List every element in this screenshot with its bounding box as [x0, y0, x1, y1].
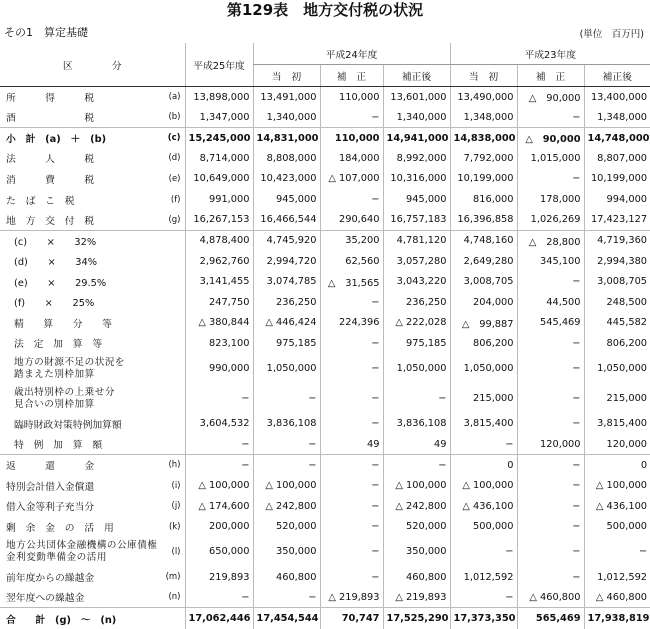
table-cell: △ 90,000 [517, 128, 584, 149]
table-cell: 236,250 [253, 292, 320, 313]
table-cell: 3,604,532 [185, 414, 253, 435]
table-cell: 17,373,350 [450, 608, 517, 629]
table-cell: 204,000 [450, 292, 517, 313]
table-row [0, 384, 650, 414]
table-cell: − [320, 414, 383, 435]
table-cell: △ 100,000 [383, 475, 450, 496]
table-cell: 565,469 [517, 608, 584, 629]
table-row [0, 148, 650, 169]
table-cell: 14,941,000 [383, 128, 450, 149]
table-cell: 1,050,000 [253, 354, 320, 384]
row-label [0, 107, 185, 128]
header-fy24-correction: 補 正 [320, 65, 383, 87]
table-cell: 13,898,000 [185, 87, 253, 108]
table-row [0, 587, 650, 608]
table-cell: 445,582 [584, 313, 650, 334]
table-cell: − [320, 455, 383, 476]
table-cell: 2,994,720 [253, 251, 320, 272]
table-row [0, 169, 650, 190]
table-cell: △ 446,424 [253, 313, 320, 334]
row-marker: (g) [168, 214, 181, 225]
table-cell: 15,245,000 [185, 128, 253, 149]
table-cell: 10,199,000 [450, 169, 517, 190]
table-cell: − [517, 516, 584, 537]
table-cell: 975,185 [253, 333, 320, 354]
table-cell: − [517, 271, 584, 292]
table-row [0, 292, 650, 313]
row-label-text: 消 費 税 [6, 174, 95, 186]
table-cell: 49 [320, 434, 383, 455]
table-cell: 184,000 [320, 148, 383, 169]
table-cell: 3,043,220 [383, 271, 450, 292]
table-cell: △ 436,100 [584, 496, 650, 517]
row-label-text: 合 計 (g) 〜 (n) [6, 614, 117, 626]
table-cell: 520,000 [253, 516, 320, 537]
header-category: 区 分 [0, 43, 185, 87]
table-cell: 990,000 [185, 354, 253, 384]
table-subtitle: その1 算定基礎 [4, 26, 88, 39]
table-cell: − [253, 384, 320, 414]
table-cell: 17,423,127 [584, 210, 650, 231]
row-label [0, 313, 185, 334]
table-cell: − [320, 567, 383, 588]
row-label-text: (f) × 25% [14, 298, 95, 310]
table-cell: 1,348,000 [450, 107, 517, 128]
table-cell: 247,750 [185, 292, 253, 313]
table-cell: 1,026,269 [517, 210, 584, 231]
table-cell: − [517, 333, 584, 354]
table-cell: 806,200 [450, 333, 517, 354]
table-cell: 13,601,000 [383, 87, 450, 108]
table-cell: △ 28,800 [517, 230, 584, 251]
row-label-text: 翌年度への繰越金 [6, 593, 85, 605]
table-cell: 460,800 [253, 567, 320, 588]
table-cell: − [517, 414, 584, 435]
table-cell: − [185, 587, 253, 608]
table-cell: 10,199,000 [584, 169, 650, 190]
table-cell: 62,560 [320, 251, 383, 272]
table-cell: 290,640 [320, 210, 383, 231]
table-cell: 219,893 [185, 567, 253, 588]
table-cell: 1,340,000 [253, 107, 320, 128]
row-label-text-2: 金利変動準備金の活用 [6, 551, 107, 563]
row-marker: (a) [168, 92, 181, 103]
table-cell: 350,000 [253, 537, 320, 567]
table-cell: 0 [584, 455, 650, 476]
table-cell: 945,000 [383, 189, 450, 210]
table-cell: − [253, 587, 320, 608]
table-cell: 2,962,760 [185, 251, 253, 272]
row-label [0, 384, 185, 414]
row-label [0, 475, 185, 496]
table-cell: △ 100,000 [584, 475, 650, 496]
table-cell: 8,714,000 [185, 148, 253, 169]
row-label-text: 返 還 金 [6, 461, 95, 473]
table-cell: 110,000 [320, 87, 383, 108]
table-cell: 248,500 [584, 292, 650, 313]
table-cell: − [320, 333, 383, 354]
table-cell: △ 107,000 [320, 169, 383, 190]
row-label [0, 434, 185, 455]
table-cell: 16,757,183 [383, 210, 450, 231]
table-cell: − [517, 496, 584, 517]
table-cell: 350,000 [383, 537, 450, 567]
table-cell: − [450, 587, 517, 608]
table-cell: 14,748,000 [584, 128, 650, 149]
table-cell: 14,831,000 [253, 128, 320, 149]
row-label-text-2: 踏まえた別枠加算 [14, 368, 95, 380]
header-fy23: 平成23年度 [450, 43, 650, 65]
table-cell: − [383, 384, 450, 414]
table-row [0, 567, 650, 588]
table-cell: 4,781,120 [383, 230, 450, 251]
table-cell: 806,200 [584, 333, 650, 354]
table-cell: − [320, 496, 383, 517]
table-cell: 70,747 [320, 608, 383, 629]
table-cell: 110,000 [320, 128, 383, 149]
table-cell: 17,525,290 [383, 608, 450, 629]
table-cell: 3,074,785 [253, 271, 320, 292]
table-cell: 1,015,000 [517, 148, 584, 169]
row-marker: (e) [168, 173, 181, 184]
row-marker: (k) [168, 521, 181, 532]
table-cell: 1,340,000 [383, 107, 450, 128]
table-row [0, 313, 650, 334]
table-cell: − [185, 455, 253, 476]
tax-table [0, 43, 650, 629]
row-label [0, 251, 185, 272]
row-label-text: 小 計 (a) ＋ (b) [6, 134, 107, 146]
table-cell: − [517, 354, 584, 384]
table-row [0, 475, 650, 496]
table-cell: 8,807,000 [584, 148, 650, 169]
table-cell: △ 100,000 [185, 475, 253, 496]
table-cell: 1,348,000 [584, 107, 650, 128]
table-cell: △ 242,800 [253, 496, 320, 517]
table-cell: − [320, 475, 383, 496]
table-row [0, 537, 650, 567]
table-cell: 16,466,544 [253, 210, 320, 231]
table-row [0, 608, 650, 629]
table-cell: − [517, 169, 584, 190]
row-label [0, 333, 185, 354]
row-label-text: 法 人 税 [6, 154, 95, 166]
header-fy23-correction: 補 正 [517, 65, 584, 87]
table-cell: △ 31,565 [320, 271, 383, 292]
table-cell: 3,836,108 [253, 414, 320, 435]
row-label-text: 地方公共団体金融機構の公庫債権 [6, 539, 158, 551]
table-cell: − [185, 434, 253, 455]
table-cell: △ 100,000 [253, 475, 320, 496]
table-cell: 35,200 [320, 230, 383, 251]
table-cell: 224,396 [320, 313, 383, 334]
table-cell: 2,994,380 [584, 251, 650, 272]
row-label-text: 特 例 加 算 額 [14, 440, 103, 452]
table-cell: − [383, 455, 450, 476]
unit-note: (単位 百万円) [579, 29, 644, 40]
table-cell: − [517, 107, 584, 128]
row-label [0, 587, 185, 608]
row-label [0, 128, 185, 149]
table-cell: 8,992,000 [383, 148, 450, 169]
row-label [0, 169, 185, 190]
row-marker: (i) [171, 480, 181, 491]
table-cell: 945,000 [253, 189, 320, 210]
table-cell: △ 460,800 [584, 587, 650, 608]
table-row [0, 189, 650, 210]
table-row [0, 516, 650, 537]
row-label [0, 608, 185, 629]
table-cell: 13,491,000 [253, 87, 320, 108]
table-cell: 10,423,000 [253, 169, 320, 190]
table-cell: △ 99,887 [450, 313, 517, 334]
table-row [0, 87, 650, 108]
row-label [0, 210, 185, 231]
table-cell: △ 100,000 [450, 475, 517, 496]
table-cell: 2,649,280 [450, 251, 517, 272]
row-marker: (l) [171, 546, 181, 557]
table-cell: 178,000 [517, 189, 584, 210]
table-cell: 3,008,705 [450, 271, 517, 292]
table-cell: − [320, 384, 383, 414]
table-row [0, 107, 650, 128]
table-cell: △ 436,100 [450, 496, 517, 517]
table-row [0, 271, 650, 292]
table-cell: 17,454,544 [253, 608, 320, 629]
row-label [0, 496, 185, 517]
row-label [0, 455, 185, 476]
row-marker: (f) [170, 194, 181, 205]
table-title: 第129表 地方交付税の状況 [226, 1, 424, 19]
table-cell: 236,250 [383, 292, 450, 313]
row-marker: (m) [165, 572, 181, 583]
table-cell: 4,748,160 [450, 230, 517, 251]
table-cell: 7,792,000 [450, 148, 517, 169]
table-cell: 500,000 [584, 516, 650, 537]
header-fy24: 平成24年度 [253, 43, 450, 65]
header-fy24-after: 補正後 [383, 65, 450, 87]
table-cell: 13,400,000 [584, 87, 650, 108]
row-label-text: 所 得 税 [6, 93, 95, 105]
row-marker: (n) [168, 592, 181, 603]
table-cell: 16,396,858 [450, 210, 517, 231]
header-fy24-initial: 当 初 [253, 65, 320, 87]
row-label [0, 414, 185, 435]
row-label-text: 地方の財源不足の状況を [14, 356, 126, 368]
table-cell: 17,062,446 [185, 608, 253, 629]
table-cell: 975,185 [383, 333, 450, 354]
row-label-text: (e) × 29.5% [14, 277, 107, 289]
table-cell: 215,000 [450, 384, 517, 414]
table-cell: 17,938,819 [584, 608, 650, 629]
table-cell: − [185, 384, 253, 414]
table-row [0, 455, 650, 476]
row-label-text: た ば こ 税 [6, 195, 75, 207]
row-marker: (j) [171, 501, 181, 512]
row-label-text-2: 見合いの別枠加算 [14, 398, 95, 410]
row-marker: (b) [168, 112, 181, 123]
table-cell: △ 222,028 [383, 313, 450, 334]
table-row [0, 230, 650, 251]
table-cell: 4,719,360 [584, 230, 650, 251]
table-cell: △ 242,800 [383, 496, 450, 517]
table-cell: △ 380,844 [185, 313, 253, 334]
row-marker: (h) [168, 460, 181, 471]
table-cell: 994,000 [584, 189, 650, 210]
row-label-text: 借入金等利子充当分 [6, 502, 95, 514]
table-cell: 8,808,000 [253, 148, 320, 169]
row-label-text: 酒 税 [6, 113, 95, 125]
table-cell: − [253, 434, 320, 455]
table-cell: 1,012,592 [450, 567, 517, 588]
table-cell: 10,316,000 [383, 169, 450, 190]
row-label-text: 臨時財政対策特例加算額 [14, 419, 122, 431]
table-cell: 991,000 [185, 189, 253, 210]
table-cell: − [517, 567, 584, 588]
row-label [0, 537, 185, 567]
row-label [0, 292, 185, 313]
table-row [0, 496, 650, 517]
header-fy23-after: 補正後 [584, 65, 650, 87]
table-cell: − [320, 516, 383, 537]
table-cell: 3,057,280 [383, 251, 450, 272]
table-row [0, 333, 650, 354]
row-label [0, 516, 185, 537]
table-cell: − [517, 455, 584, 476]
table-cell: 120,000 [584, 434, 650, 455]
row-label [0, 189, 185, 210]
table-row [0, 251, 650, 272]
table-cell: − [517, 475, 584, 496]
table-cell: 500,000 [450, 516, 517, 537]
table-cell: 650,000 [185, 537, 253, 567]
table-cell: △ 174,600 [185, 496, 253, 517]
table-cell: − [320, 537, 383, 567]
table-cell: − [320, 189, 383, 210]
table-row [0, 210, 650, 231]
row-label [0, 354, 185, 384]
row-label [0, 230, 185, 251]
row-label [0, 271, 185, 292]
table-cell: 1,012,592 [584, 567, 650, 588]
table-cell: 3,815,400 [450, 414, 517, 435]
table-cell: 460,800 [383, 567, 450, 588]
table-cell: 49 [383, 434, 450, 455]
table-cell: 3,008,705 [584, 271, 650, 292]
table-cell: − [320, 292, 383, 313]
table-cell: − [450, 434, 517, 455]
table-cell: − [320, 107, 383, 128]
table-cell: − [517, 384, 584, 414]
table-cell: 13,490,000 [450, 87, 517, 108]
table-cell: 200,000 [185, 516, 253, 537]
row-label-text: 歳出特別枠の上乗せ分 [14, 386, 115, 398]
table-row [0, 414, 650, 435]
table-cell: 1,050,000 [383, 354, 450, 384]
table-cell: 3,141,455 [185, 271, 253, 292]
row-label-text: 特別会計借入金償還 [6, 481, 95, 493]
row-label-text: (c) × 32% [14, 236, 97, 248]
table-cell: − [253, 455, 320, 476]
header-fy23-initial: 当 初 [450, 65, 517, 87]
table-cell: 4,745,920 [253, 230, 320, 251]
table-cell: 16,267,153 [185, 210, 253, 231]
table-cell: − [450, 537, 517, 567]
row-label-text: 前年度からの繰越金 [6, 573, 95, 585]
row-marker: (d) [168, 153, 181, 164]
table-cell: 520,000 [383, 516, 450, 537]
row-label [0, 148, 185, 169]
table-row [0, 128, 650, 149]
table-cell: 345,100 [517, 251, 584, 272]
row-label-text: 法 定 加 算 等 [14, 339, 103, 351]
table-cell: 823,100 [185, 333, 253, 354]
table-cell: 545,469 [517, 313, 584, 334]
table-row [0, 354, 650, 384]
table-cell: − [584, 537, 650, 567]
table-row [0, 434, 650, 455]
row-label-text: 地 方 交 付 税 [6, 215, 95, 227]
header-fy25: 平成25年度 [185, 43, 253, 87]
table-cell: △ 460,800 [517, 587, 584, 608]
table-cell: 10,649,000 [185, 169, 253, 190]
table-cell: 0 [450, 455, 517, 476]
table-cell: 44,500 [517, 292, 584, 313]
table-cell: 1,050,000 [450, 354, 517, 384]
row-label [0, 567, 185, 588]
table-cell: △ 90,000 [517, 87, 584, 108]
table-cell: 1,050,000 [584, 354, 650, 384]
row-label [0, 87, 185, 108]
row-label-text: (d) × 34% [14, 257, 98, 269]
table-cell: 14,838,000 [450, 128, 517, 149]
table-cell: − [517, 537, 584, 567]
row-marker: (c) [167, 133, 181, 144]
table-cell: 4,878,400 [185, 230, 253, 251]
row-label-text: 剰 余 金 の 活 用 [6, 522, 114, 534]
table-cell: − [320, 354, 383, 384]
table-cell: △ 219,893 [383, 587, 450, 608]
table-cell: 120,000 [517, 434, 584, 455]
table-cell: 3,815,400 [584, 414, 650, 435]
table-cell: 215,000 [584, 384, 650, 414]
table-cell: 3,836,108 [383, 414, 450, 435]
row-label-text: 精 算 分 等 [14, 318, 112, 330]
table-cell: 816,000 [450, 189, 517, 210]
table-cell: 1,347,000 [185, 107, 253, 128]
table-cell: △ 219,893 [320, 587, 383, 608]
